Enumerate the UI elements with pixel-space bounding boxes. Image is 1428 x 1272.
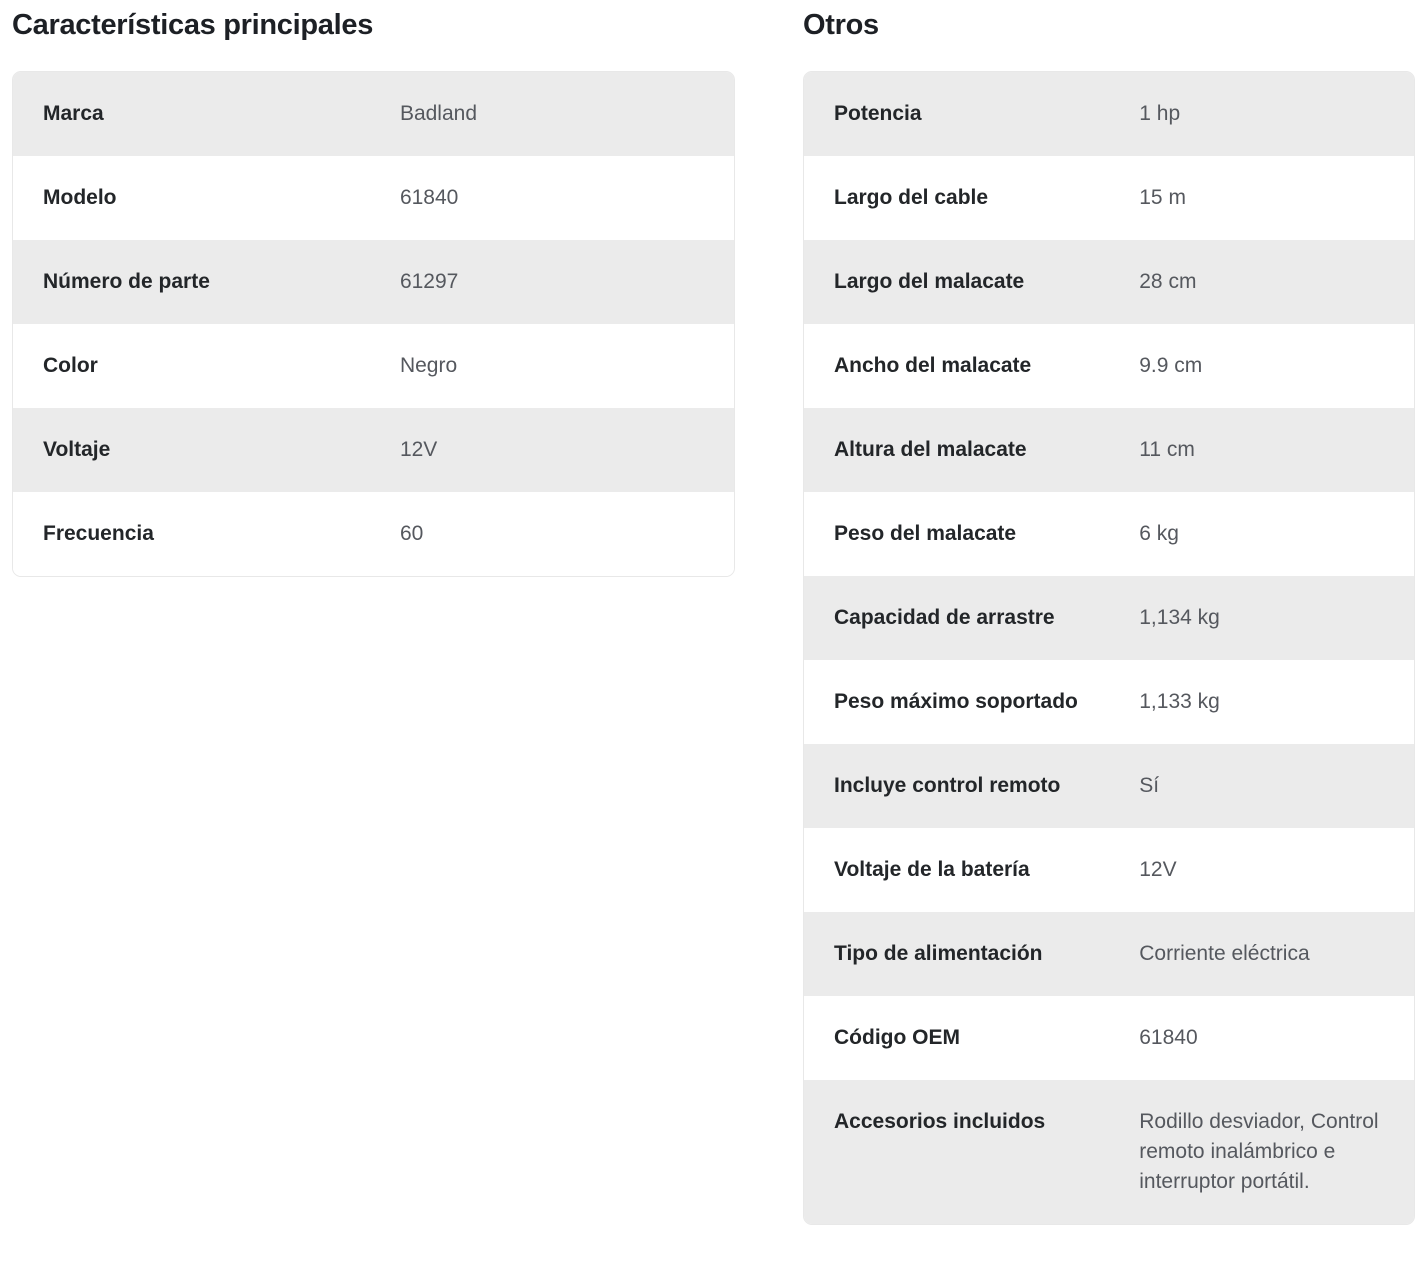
- spec-row: [804, 240, 1414, 324]
- spec-label: Largo del cable: [834, 186, 989, 209]
- spec-label: Tipo de alimentación: [834, 942, 1043, 965]
- spec-label: Peso del malacate: [834, 522, 1017, 545]
- spec-row: [804, 996, 1414, 1080]
- spec-row: [804, 72, 1414, 156]
- spec-row: [13, 324, 734, 408]
- spec-value: 61840: [1139, 1026, 1198, 1049]
- spec-row: [804, 408, 1414, 492]
- spec-value: Rodillo desviador, Control remoto inalámbrico e interruptor portátil.: [1139, 1110, 1379, 1193]
- spec-label: Voltaje: [43, 438, 111, 461]
- spec-value: Badland: [399, 102, 478, 125]
- spec-label: Accesorios incluidos: [834, 1110, 1046, 1133]
- spec-row: [13, 156, 734, 240]
- spec-label: Altura del malacate: [834, 438, 1027, 461]
- spec-row: [804, 156, 1414, 240]
- spec-row: [804, 492, 1414, 576]
- spec-row: [13, 72, 734, 156]
- spec-label: Código OEM: [834, 1026, 960, 1049]
- spec-row: [804, 744, 1414, 828]
- spec-label: Número de parte: [43, 270, 210, 293]
- spec-label: Largo del malacate: [834, 270, 1025, 293]
- spec-value: 9.9 cm: [1139, 354, 1203, 377]
- spec-value: 12V: [1139, 858, 1177, 881]
- spec-row: [13, 240, 734, 324]
- spec-row: [804, 660, 1414, 744]
- spec-value: Negro: [399, 354, 458, 377]
- spec-value: 6 kg: [1139, 522, 1179, 545]
- spec-value: Corriente eléctrica: [1139, 942, 1310, 965]
- spec-label: Potencia: [834, 102, 922, 125]
- spec-value: 1,133 kg: [1139, 690, 1220, 713]
- spec-table: [803, 71, 1415, 1225]
- spec-value: Sí: [1139, 774, 1160, 797]
- spec-row: [804, 324, 1414, 408]
- spec-label: Incluye control remoto: [834, 774, 1061, 797]
- spec-row: [804, 912, 1414, 996]
- section-title: Características principales: [12, 9, 374, 41]
- spec-label: Voltaje de la batería: [834, 858, 1030, 881]
- spec-label: Color: [43, 354, 98, 377]
- spec-row: [804, 828, 1414, 912]
- spec-label: Capacidad de arrastre: [834, 606, 1055, 629]
- spec-value: 28 cm: [1139, 270, 1197, 293]
- spec-row: [804, 576, 1414, 660]
- spec-label: Marca: [43, 102, 104, 125]
- section-others: [803, 6, 1415, 1225]
- spec-label: Frecuencia: [43, 522, 154, 545]
- spec-value: 12V: [399, 438, 438, 461]
- spec-value: 1 hp: [1139, 102, 1181, 125]
- section-main-features: [12, 6, 735, 577]
- spec-label: Modelo: [43, 186, 117, 209]
- spec-value: 61840: [399, 186, 459, 209]
- spec-label: Peso máximo soportado: [834, 690, 1078, 713]
- spec-label: Ancho del malacate: [834, 354, 1032, 377]
- spec-row: [13, 492, 734, 576]
- spec-value: 1,134 kg: [1139, 606, 1220, 629]
- spec-value: 15 m: [1139, 186, 1186, 209]
- section-title: Otros: [803, 9, 879, 41]
- spec-value: 11 cm: [1139, 438, 1195, 461]
- spec-value: 60: [399, 522, 424, 545]
- spec-table: [12, 71, 735, 577]
- spec-value: 61297: [399, 270, 459, 293]
- spec-row: [13, 408, 734, 492]
- spec-row: [804, 1080, 1414, 1224]
